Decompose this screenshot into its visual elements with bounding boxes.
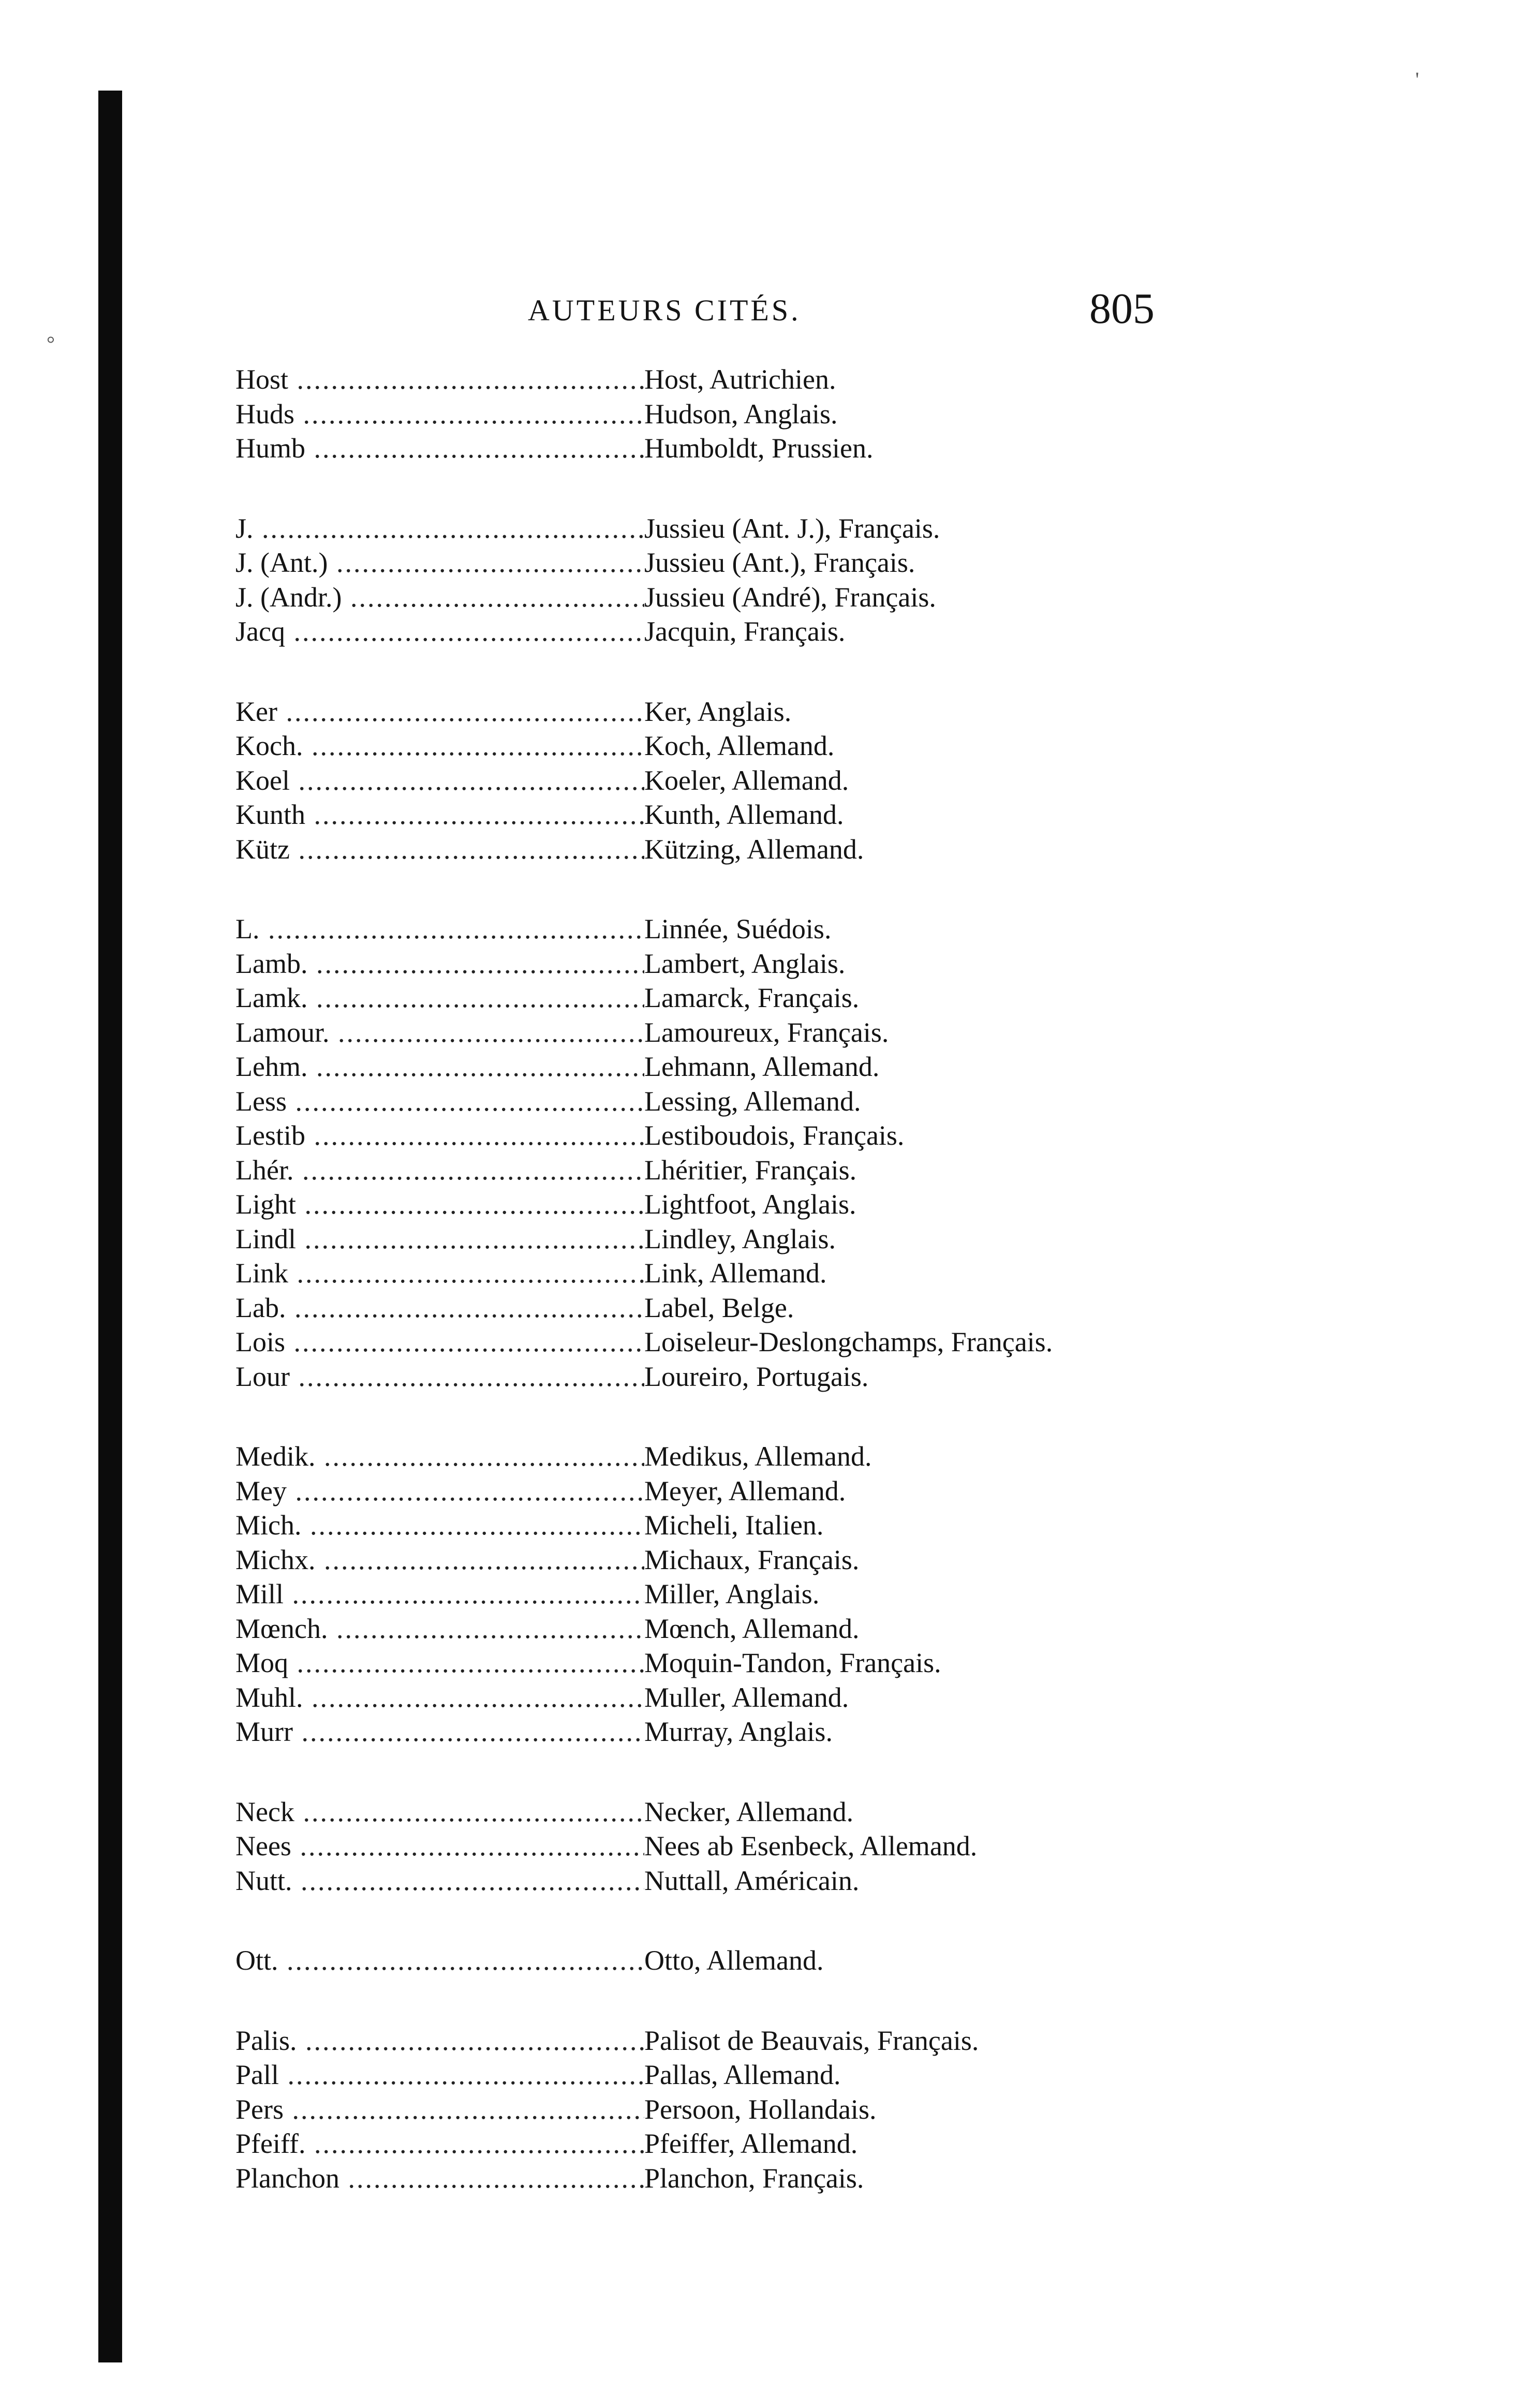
author-full-name: Micheli, Italien. — [644, 1510, 824, 1541]
author-abbreviation: Pers ..... — [235, 2092, 644, 2127]
index-group — [235, 2023, 1219, 2196]
running-header: AUTEURS CITÉS. — [528, 293, 801, 327]
index-group — [235, 1439, 1219, 1749]
author-full-name: Kützing, Allemand. — [644, 833, 864, 865]
index-entry — [235, 763, 1219, 798]
index-entry — [235, 1715, 1219, 1749]
author-abbreviation: Lamk. ..... — [235, 981, 644, 1015]
author-abbreviation: Mey ..... — [235, 1474, 644, 1509]
author-abbreviation: Lhér. ..... — [235, 1153, 644, 1188]
author-abbreviation: Mich. ..... — [235, 1508, 644, 1543]
author-full-name: Lestiboudois, Français. — [644, 1120, 905, 1151]
index-entry — [235, 1543, 1219, 1577]
index-entry — [235, 695, 1219, 729]
author-abbreviation: Ker ..... — [235, 695, 644, 729]
index-group — [235, 1943, 1219, 1978]
author-full-name: Moquin-Tandon, Français. — [644, 1647, 941, 1678]
index-group — [235, 1795, 1219, 1898]
author-full-name: Meyer, Allemand. — [644, 1475, 846, 1506]
author-abbreviation: Pall ..... — [235, 2058, 644, 2092]
author-full-name: Jussieu (Ant.), Français. — [644, 547, 915, 578]
author-abbreviation: L. ..... — [235, 912, 644, 947]
author-abbreviation: Muhl. ..... — [235, 1680, 644, 1715]
scan-speck: ' — [1415, 68, 1419, 91]
index-entry — [235, 1291, 1219, 1325]
index-entry — [235, 1508, 1219, 1543]
index-entry — [235, 397, 1219, 432]
index-entry — [235, 2092, 1219, 2127]
index-group — [235, 362, 1219, 466]
index-entry — [235, 947, 1219, 981]
index-entry — [235, 1795, 1219, 1829]
index-entry — [235, 832, 1219, 867]
index-entry — [235, 614, 1219, 649]
author-full-name: Hudson, Anglais. — [644, 398, 838, 430]
index-group — [235, 511, 1219, 649]
index-entry — [235, 1474, 1219, 1509]
author-full-name: Murray, Anglais. — [644, 1716, 833, 1747]
author-abbreviation: Kunth ..... — [235, 797, 644, 832]
author-abbreviation: Lois ..... — [235, 1325, 644, 1360]
author-abbreviation: Less ..... — [235, 1084, 644, 1119]
scan-speck: ° — [47, 332, 55, 355]
author-abbreviation: Lamb. ..... — [235, 947, 644, 981]
index-entry — [235, 1864, 1219, 1898]
index-group — [235, 695, 1219, 867]
index-entry — [235, 1829, 1219, 1864]
index-group — [235, 912, 1219, 1394]
index-entry — [235, 545, 1219, 580]
author-full-name: Nuttall, Américain. — [644, 1865, 860, 1896]
index-entry — [235, 362, 1219, 397]
author-abbreviation: Lestib ..... — [235, 1118, 644, 1153]
author-abbreviation: J. (Andr.) ..... — [235, 580, 644, 615]
index-entry — [235, 1680, 1219, 1715]
author-full-name: Loureiro, Portugais. — [644, 1361, 869, 1392]
author-full-name: Kunth, Allemand. — [644, 799, 844, 830]
index-entry — [235, 1439, 1219, 1474]
author-full-name: Pallas, Allemand. — [644, 2059, 841, 2090]
author-full-name: Linnée, Suédois. — [644, 913, 832, 944]
author-full-name: Koch, Allemand. — [644, 730, 835, 761]
author-full-name: Miller, Anglais. — [644, 1578, 820, 1609]
author-full-name: Mœnch, Allemand. — [644, 1613, 860, 1644]
author-abbreviation: Neck ..... — [235, 1795, 644, 1829]
author-full-name: Lamarck, Français. — [644, 982, 860, 1013]
index-entry — [235, 1187, 1219, 1222]
author-full-name: Link, Allemand. — [644, 1258, 827, 1289]
author-full-name: Lindley, Anglais. — [644, 1223, 836, 1254]
index-entry — [235, 912, 1219, 947]
author-abbreviation: Mœnch. ..... — [235, 1612, 644, 1646]
author-full-name: Jussieu (Ant. J.), Français. — [644, 512, 940, 544]
author-abbreviation: Jacq ..... — [235, 614, 644, 649]
author-full-name: Planchon, Français. — [644, 2162, 864, 2194]
author-abbreviation: Pfeiff. ..... — [235, 2126, 644, 2161]
author-abbreviation: Lab. ..... — [235, 1291, 644, 1325]
author-full-name: Lhéritier, Français. — [644, 1154, 857, 1186]
author-full-name: Lessing, Allemand. — [644, 1085, 861, 1117]
author-abbreviation: J. (Ant.) ..... — [235, 545, 644, 580]
author-abbreviation: J. ..... — [235, 511, 644, 546]
author-abbreviation: Lamour. ..... — [235, 1015, 644, 1050]
author-abbreviation: Huds ..... — [235, 397, 644, 432]
index-entry — [235, 2058, 1219, 2092]
author-full-name: Muller, Allemand. — [644, 1681, 849, 1713]
author-abbreviation: Moq ..... — [235, 1646, 644, 1680]
index-entry — [235, 1084, 1219, 1119]
author-full-name: Otto, Allemand. — [644, 1945, 824, 1976]
author-full-name: Necker, Allemand. — [644, 1796, 854, 1827]
author-abbreviation: Koel ..... — [235, 763, 644, 798]
author-abbreviation: Humb ..... — [235, 431, 644, 466]
author-abbreviation: Mill ..... — [235, 1577, 644, 1612]
index-entry — [235, 1222, 1219, 1257]
author-abbreviation: Ott. ..... — [235, 1943, 644, 1978]
index-entry — [235, 431, 1219, 466]
index-entry — [235, 1612, 1219, 1646]
author-full-name: Jacquin, Français. — [644, 616, 846, 647]
author-abbreviation: Medik. ..... — [235, 1439, 644, 1474]
index-entry — [235, 1943, 1219, 1978]
index-entry — [235, 1325, 1219, 1360]
author-full-name: Jussieu (André), Français. — [644, 581, 936, 613]
author-full-name: Label, Belge. — [644, 1292, 794, 1323]
author-full-name: Ker, Anglais. — [644, 696, 792, 727]
author-abbreviation: Lindl ..... — [235, 1222, 644, 1257]
page-number: 805 — [1089, 285, 1155, 333]
author-full-name: Pfeiffer, Allemand. — [644, 2128, 858, 2159]
index-entry — [235, 2161, 1219, 2196]
author-abbreviation: Host ..... — [235, 362, 644, 397]
index-entry — [235, 981, 1219, 1015]
author-abbreviation: Light ..... — [235, 1187, 644, 1222]
author-abbreviation: Lehm. ..... — [235, 1050, 644, 1084]
author-full-name: Lambert, Anglais. — [644, 948, 846, 979]
author-full-name: Nees ab Esenbeck, Allemand. — [644, 1830, 978, 1862]
author-full-name: Lightfoot, Anglais. — [644, 1189, 856, 1220]
index-entry — [235, 1015, 1219, 1050]
author-full-name: Lehmann, Allemand. — [644, 1051, 880, 1082]
author-abbreviation: Kütz ..... — [235, 832, 644, 867]
author-abbreviation: Link ..... — [235, 1256, 644, 1291]
author-full-name: Host, Autrichien. — [644, 364, 836, 395]
index-entry — [235, 2126, 1219, 2161]
index-entry — [235, 797, 1219, 832]
author-full-name: Loiseleur-Deslongchamps, Français. — [644, 1326, 1053, 1357]
author-full-name: Palisot de Beauvais, Français. — [644, 2025, 979, 2056]
index-entry — [235, 1153, 1219, 1188]
author-abbreviation: Lour ..... — [235, 1360, 644, 1394]
index-entry — [235, 1360, 1219, 1394]
author-full-name: Lamoureux, Français. — [644, 1016, 889, 1048]
index-entry — [235, 580, 1219, 615]
author-abbreviation: Murr ..... — [235, 1715, 644, 1749]
index-entry — [235, 1256, 1219, 1291]
index-entry — [235, 1646, 1219, 1680]
binding-edge — [98, 91, 122, 2362]
author-full-name: Michaux, Français. — [644, 1544, 860, 1575]
author-abbreviation: Koch. ..... — [235, 729, 644, 763]
index-entry — [235, 2023, 1219, 2058]
index-entry — [235, 1050, 1219, 1084]
author-abbreviation: Palis. ..... — [235, 2023, 644, 2058]
author-full-name: Humboldt, Prussien. — [644, 433, 874, 464]
index-entry — [235, 1118, 1219, 1153]
author-abbreviation: Nutt. ..... — [235, 1864, 644, 1898]
index-entry — [235, 511, 1219, 546]
author-index — [235, 362, 1219, 2241]
author-full-name: Medikus, Allemand. — [644, 1441, 872, 1472]
index-entry — [235, 729, 1219, 763]
author-abbreviation: Planchon ..... — [235, 2161, 644, 2196]
author-abbreviation: Michx. ..... — [235, 1543, 644, 1577]
author-abbreviation: Nees ..... — [235, 1829, 644, 1864]
index-entry — [235, 1577, 1219, 1612]
author-full-name: Koeler, Allemand. — [644, 764, 849, 796]
author-full-name: Persoon, Hollandais. — [644, 2093, 877, 2125]
